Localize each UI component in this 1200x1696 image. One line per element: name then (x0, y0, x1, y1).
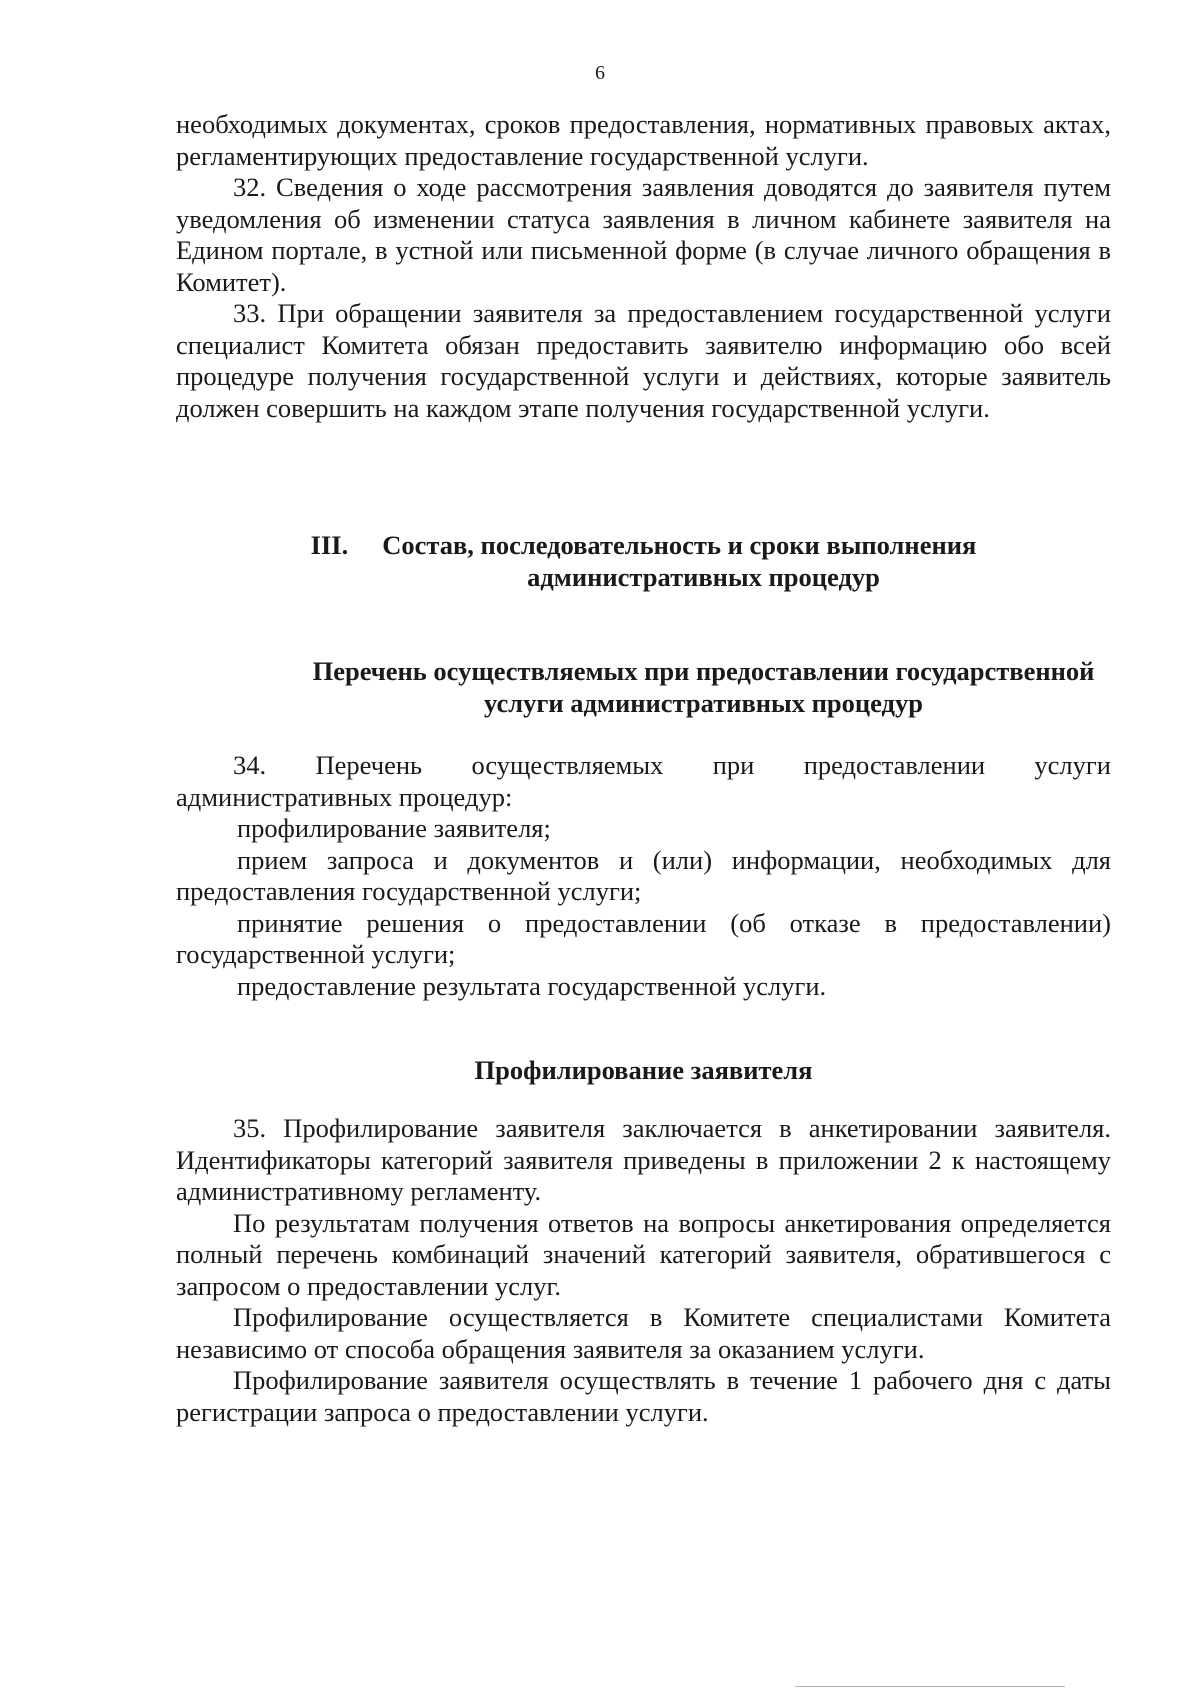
paragraph-continuation: необходимых документах, сроков предоставления, нормативных правовых актах, регламентирующих предоставление государственной услуги. (176, 109, 1111, 171)
procedures-text-block (176, 750, 1111, 1002)
paragraph-34-word: услуги (1034, 750, 1111, 780)
procedure-item: предоставление результата государственной услуги. (237, 970, 827, 1001)
paragraph-34-rest: административных процедур: (176, 781, 513, 812)
paragraph-33: 33. При обращении заявителя за предоставлением государственной услуги специалист Комитета обязан предоставить заявителю информацию обо всей процедуре получения государственной услуги и действиях, которые заявитель должен совершить на каждом этапе получения государственной услуги. (176, 298, 1111, 423)
subsection-procedures-heading (176, 656, 1111, 719)
paragraph-34-word: предоставлении (803, 750, 986, 780)
page-number: 6 (595, 62, 605, 84)
paragraph-profiling-results: По результатам получения ответов на вопросы анкетирования определяется полный перечень комбинаций значений категорий заявителя, обратившегося с запросом о предоставлении услуг. (176, 1207, 1111, 1301)
subsection-procedures-title-line2: услуги административных процедур (484, 687, 923, 718)
paragraph-34-word: Перечень (315, 750, 423, 780)
subsection-procedures-title-line1: Перечень осуществляемых при предоставлении государственной (312, 656, 1095, 686)
subsection-profiling-title: Профилирование заявителя (474, 1055, 813, 1085)
footer-rule (795, 1686, 1065, 1687)
paragraph-34-word: при (712, 750, 755, 780)
paragraph-34 (176, 750, 1111, 813)
top-text-block (176, 109, 1111, 424)
paragraph-32: 32. Сведения о ходе рассмотрения заявления доводятся до заявителя путем уведомления об изменении статуса заявления в личном кабинете заявителя на Едином портале, в устной или письменной форме (в случае личного обращения в Комитет). (176, 172, 1111, 297)
paragraph-35: 35. Профилирование заявителя заключается в анкетировании заявителя. Идентификаторы категорий заявителя приведены в приложении 2 к настоящему административному регламенту. (176, 1113, 1111, 1206)
paragraph-34-lead (176, 750, 1111, 782)
section-3-heading (176, 530, 1111, 593)
procedure-item: прием запроса и документов и (или) информации, необходимых для предоставления государственной услуги; (176, 844, 1111, 906)
paragraph-profiling-where: Профилирование осуществляется в Комитете специалистами Комитета независимо от способа обращения заявителя за оказанием услуги. (176, 1302, 1111, 1364)
section-3-number: III. (310, 530, 349, 560)
procedure-item: принятие решения о предоставлении (об отказе в предоставлении) государственной услуги; (176, 907, 1111, 969)
section-3-title-line2: административных процедур (527, 561, 880, 592)
paragraph-34-word: осуществляемых (471, 750, 664, 780)
paragraph-profiling-when: Профилирование заявителя осуществлять в течение 1 рабочего дня с даты регистрации запроса о предоставлении услуги. (176, 1365, 1111, 1427)
profiling-text-block (176, 1113, 1111, 1428)
procedure-item: профилирование заявителя; (237, 813, 551, 843)
subsection-profiling-heading (176, 1055, 1111, 1087)
paragraph-34-word: 34. (233, 750, 267, 780)
section-3-title-line1: Состав, последовательность и сроки выполнения (382, 530, 977, 560)
